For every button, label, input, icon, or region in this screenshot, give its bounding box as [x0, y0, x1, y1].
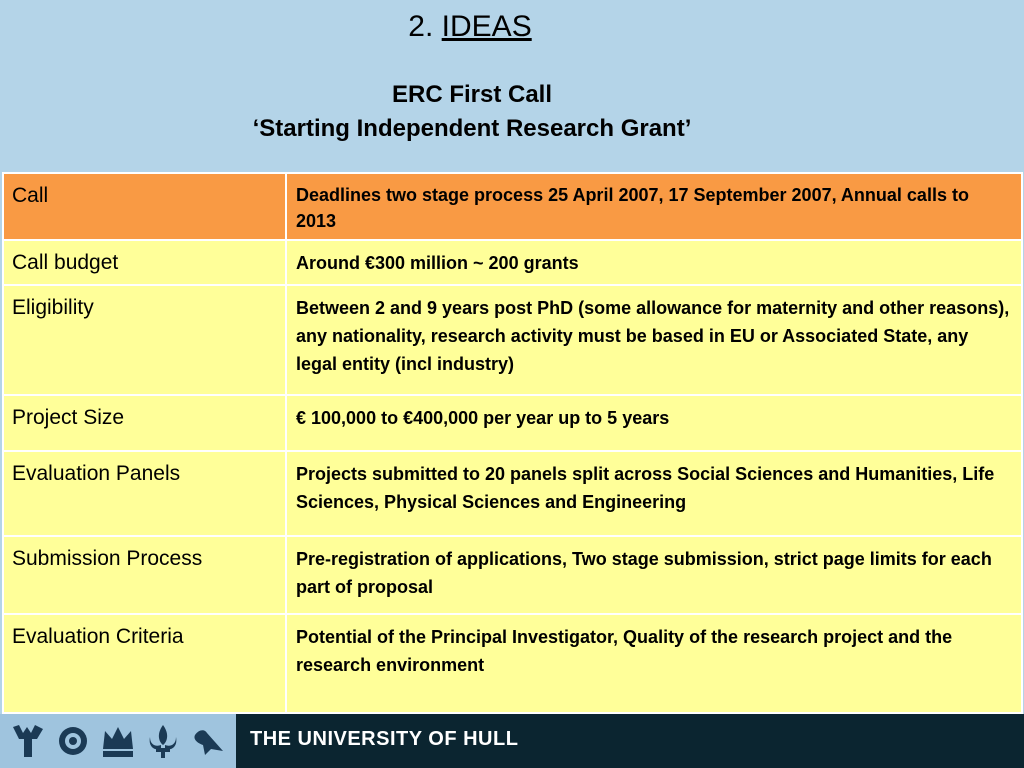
table-row-eligibility [3, 285, 1022, 395]
row-label: Submission Process [3, 536, 286, 614]
table-row-submission-process [3, 536, 1022, 614]
rose-icon [54, 721, 92, 761]
row-label: Evaluation Criteria [3, 614, 286, 713]
row-label: Call [3, 173, 286, 240]
subtitle-line-2: ‘Starting Independent Research Grant’ [252, 115, 692, 142]
torch-icon [9, 721, 47, 761]
row-value: Projects submitted to 20 panels split across Social Sciences and Humanities, Life Sciences, Physical Sciences and Engineering [286, 451, 1022, 536]
row-value: Pre-registration of applications, Two stage submission, strict page limits for each part of proposal [286, 536, 1022, 614]
row-value: Around €300 million ~ 200 grants [286, 240, 1022, 285]
row-value: Potential of the Principal Investigator, Quality of the research project and the research environment [286, 614, 1022, 713]
table-row-call [3, 173, 1022, 240]
row-label: Evaluation Panels [3, 451, 286, 536]
crest-strip [0, 714, 236, 768]
row-value: € 100,000 to €400,000 per year up to 5 years [286, 395, 1022, 451]
slide-title-text: IDEAS [441, 10, 532, 43]
slide-header [0, 0, 1024, 170]
table-row-evaluation-panels [3, 451, 1022, 536]
info-table [2, 172, 1023, 714]
slide-subtitle [0, 78, 944, 146]
row-label: Project Size [3, 395, 286, 451]
table-row-call-budget [3, 240, 1022, 285]
row-label: Call budget [3, 240, 286, 285]
slide-title [0, 10, 940, 44]
subtitle-line-1: ERC First Call [391, 81, 553, 108]
crown-icon [99, 721, 137, 761]
footer-bar [0, 714, 1024, 768]
fleur-de-lis-icon [144, 721, 182, 761]
row-value: Deadlines two stage process 25 April 2007, 17 September 2007, Annual calls to 2013 [286, 173, 1022, 240]
university-name: THE UNIVERSITY OF HULL [250, 728, 519, 750]
table-row-project-size [3, 395, 1022, 451]
slide-number: 2. [408, 10, 434, 43]
bird-icon [189, 721, 227, 761]
row-value: Between 2 and 9 years post PhD (some allowance for maternity and other reasons), any nationality, research activity must be based in EU or Associated State, any legal entity (incl industry) [286, 285, 1022, 395]
table-row-evaluation-criteria [3, 614, 1022, 713]
row-label: Eligibility [3, 285, 286, 395]
